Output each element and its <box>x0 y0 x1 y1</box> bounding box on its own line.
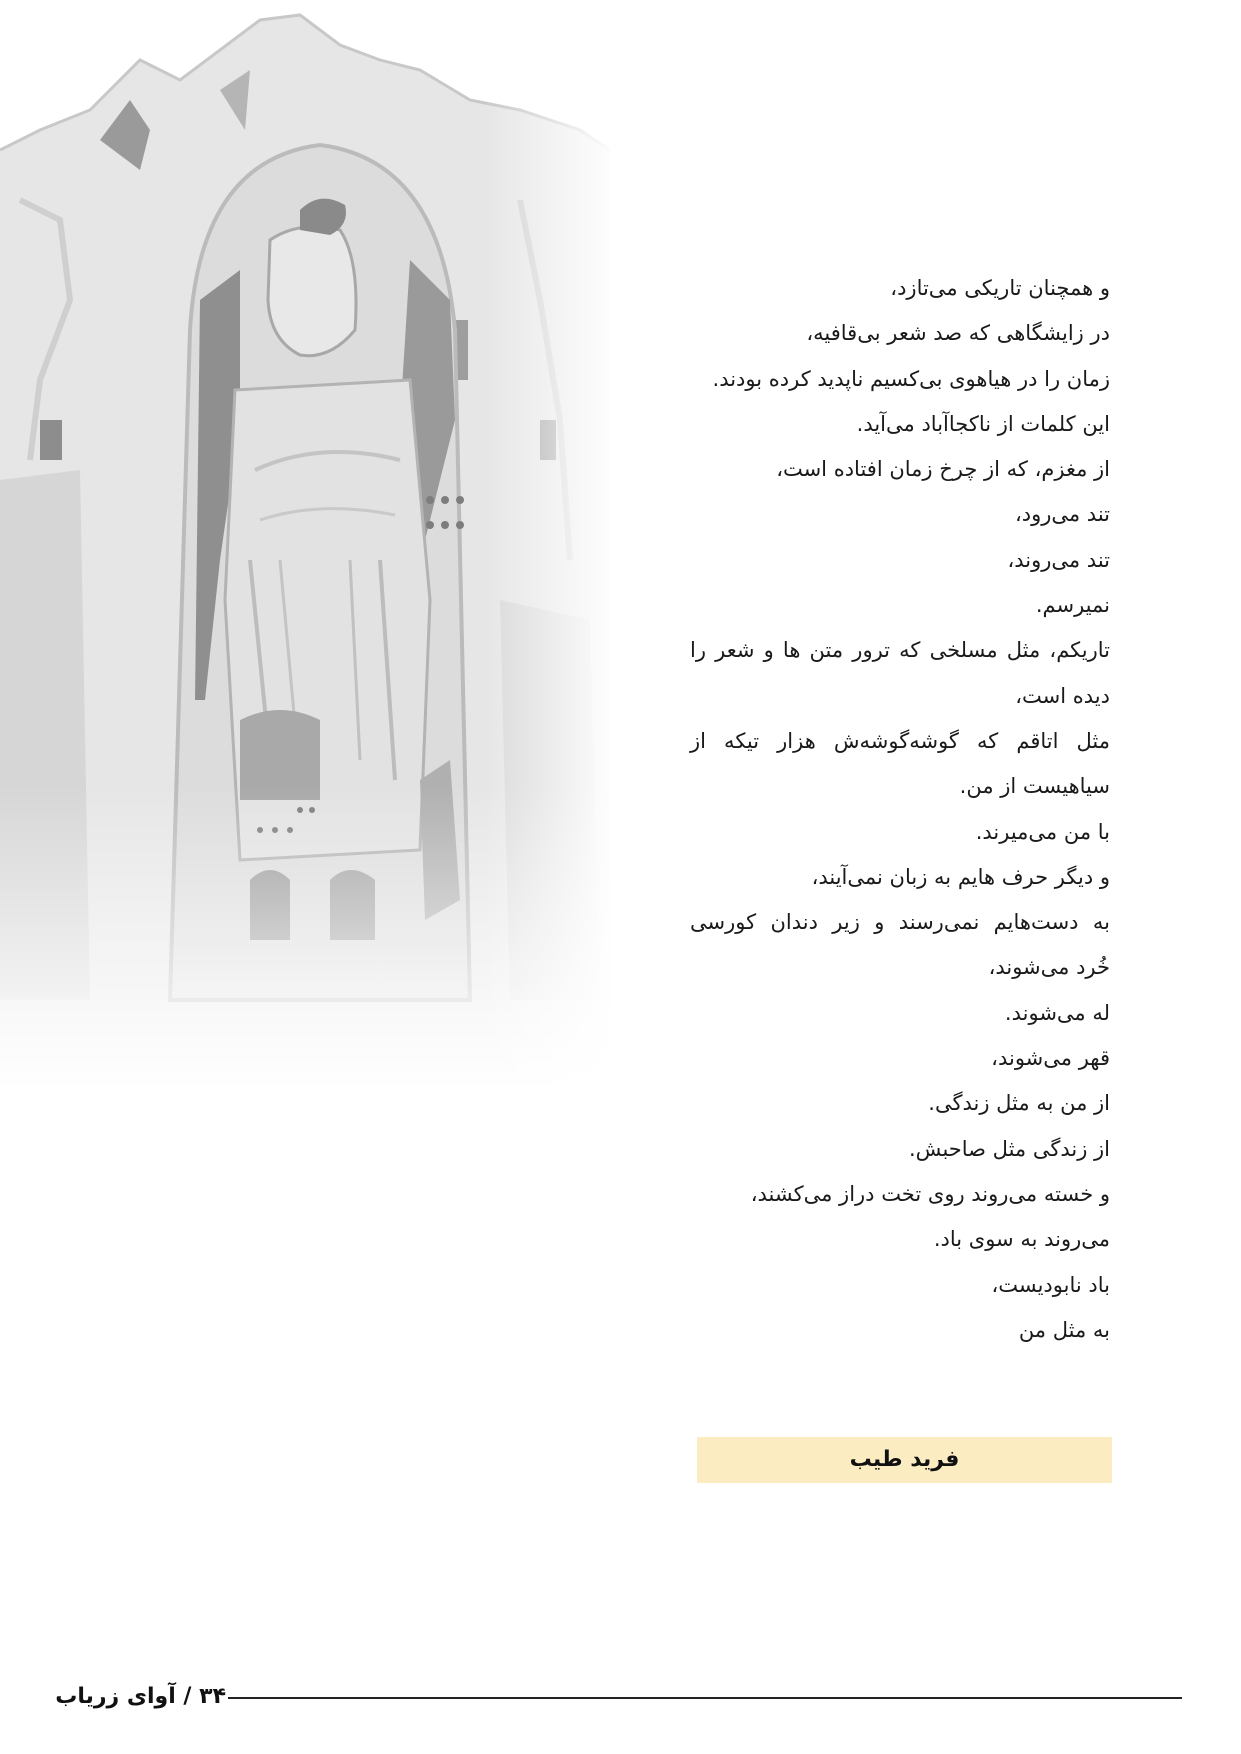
buddha-illustration <box>0 0 620 1090</box>
poem-line: از مغزم، که از چرخ زمان افتاده است، <box>776 457 1110 482</box>
poem-line: تاریکم، مثل مسلخی که ترور متن ها و شعر را <box>690 638 1110 663</box>
poem-line: و خسته می‌روند روی تخت دراز می‌کشند، <box>750 1181 1110 1206</box>
author-name: فرید طیب <box>697 1437 1112 1483</box>
poem-line: به مثل من <box>1018 1317 1110 1342</box>
poem-line: و دیگر حرف هایم به زبان نمی‌آیند، <box>811 864 1110 889</box>
poem-line: این کلمات از ناکجاآباد می‌آید. <box>856 411 1110 436</box>
poem-line: در زایشگاهی که صد شعر بی‌قافیه، <box>806 321 1110 346</box>
poem-line: دیده است، <box>1015 683 1110 708</box>
poem-line: زمان را در هیاهوی بی‌کسیم ناپدید کرده بودند. <box>712 366 1110 391</box>
poem-line: قهر می‌شوند، <box>991 1046 1110 1071</box>
poem-line: مثل اتاقم که گوشه‌گوشه‌ش هزار تیکه از <box>690 728 1110 753</box>
poem-line: نمیرسم. <box>1035 593 1110 618</box>
poem-line: تند می‌روند، <box>1007 547 1110 572</box>
poem-line: و همچنان تاریکی می‌تازد، <box>890 276 1110 300</box>
page-number-label: ۳۴ / آوای زریاب <box>55 1684 226 1709</box>
poem-line: خُرد می‌شوند، <box>988 955 1110 980</box>
poem-body <box>690 266 1110 1353</box>
poem-line: باد نابودیست، <box>991 1272 1110 1297</box>
poem-line: سیاهیست از من. <box>959 774 1110 799</box>
poem-line: تند می‌رود، <box>1014 502 1110 527</box>
poem-line: می‌روند به سوی باد. <box>933 1227 1110 1252</box>
poem-line: از من به مثل زندگی. <box>928 1091 1110 1116</box>
footer-divider <box>228 1697 1182 1699</box>
poem-line: له می‌شوند. <box>1004 1000 1110 1025</box>
poem-line: از زندگی مثل صاحبش. <box>909 1136 1110 1161</box>
poem-line: با من می‌میرند. <box>975 819 1110 844</box>
poem-line: به دست‌هایم نمی‌رسند و زیر دندان کورسی <box>690 910 1110 935</box>
